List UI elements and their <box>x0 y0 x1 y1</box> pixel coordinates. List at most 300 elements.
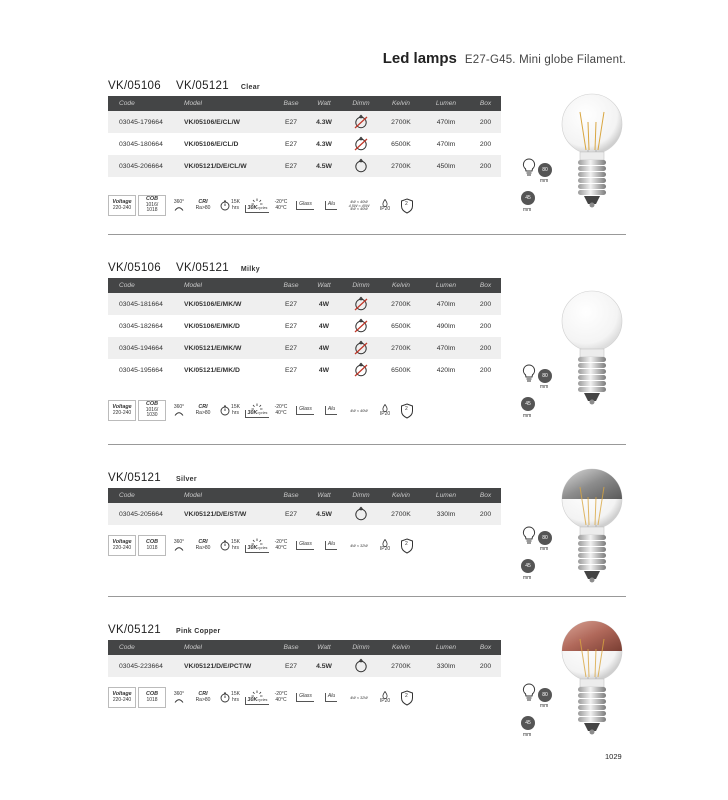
product-base: E27 <box>284 300 298 308</box>
equivalence-spec <box>344 535 374 556</box>
cob-value-1: 1016/ <box>145 407 159 414</box>
product-base: E27 <box>284 510 298 518</box>
product-model: VK/05121/E/MK/D <box>184 366 240 374</box>
variant-label: Silver <box>176 476 197 483</box>
cri-label: CRI <box>198 199 208 206</box>
beam-angle-value: 360° <box>173 539 185 546</box>
product-base: E27 <box>284 140 298 148</box>
column-header-base: Base <box>283 492 299 499</box>
switching-cycles-spec <box>244 195 270 216</box>
non-dimmable-icon <box>353 362 369 378</box>
lifetime-unit: hrs <box>232 204 239 211</box>
beam-angle-value: 360° <box>173 404 185 411</box>
beam-angle-icon <box>174 546 184 551</box>
product-base: E27 <box>284 366 298 374</box>
model-family-a: VK/05121 <box>108 472 161 484</box>
product-code: 03045-179664 <box>119 118 163 126</box>
stopwatch-icon <box>220 692 230 703</box>
cob-label: COB <box>146 196 158 203</box>
cri-value: Ra>80 <box>195 696 211 703</box>
dimensions-diagram <box>522 158 562 218</box>
width-dimension-unit: mm <box>540 703 549 709</box>
ip-rating-value: IP20 <box>379 410 391 417</box>
lifetime-value: 15K <box>231 539 240 546</box>
column-header-kelvin: Kelvin <box>392 644 410 651</box>
voltage-spec <box>108 195 136 216</box>
lamp-screw-base <box>578 687 606 722</box>
column-header-kelvin: Kelvin <box>392 282 410 289</box>
ip-rating-value: IP20 <box>379 545 391 552</box>
bulb-outline-icon <box>522 526 536 546</box>
equivalence-value: 4W ≈ 32W <box>350 543 368 548</box>
sunburst-icon <box>251 198 263 205</box>
product-dimm <box>342 362 380 378</box>
product-kelvin: 6500K <box>391 140 411 148</box>
cob-spec <box>138 535 166 556</box>
alu-spec <box>318 535 344 556</box>
product-code: 03045-223664 <box>119 662 163 670</box>
height-dimension-unit: mm <box>523 413 532 419</box>
column-header-kelvin: Kelvin <box>392 100 410 107</box>
product-watt: 4.5W <box>316 510 332 518</box>
table-row <box>108 293 501 315</box>
product-base: E27 <box>284 662 298 670</box>
temperature-max: 40°C <box>275 544 287 551</box>
table-row <box>108 155 501 177</box>
temperature-spec <box>270 400 292 421</box>
column-header-watt: Watt <box>317 644 331 651</box>
variant-label: Clear <box>240 84 260 91</box>
alu-label: Alu <box>325 406 337 414</box>
product-code: 03045-195664 <box>119 366 163 374</box>
temperature-spec <box>270 535 292 556</box>
glass-label: Glass <box>296 201 314 209</box>
lifetime-spec <box>216 687 244 708</box>
cri-label: CRI <box>198 539 208 546</box>
height-dimension-badge: 45 <box>521 191 535 205</box>
alu-label: Alu <box>325 693 337 701</box>
product-model: VK/05121/D/E/ST/W <box>184 510 247 518</box>
page-number: 1029 <box>605 752 622 761</box>
glass-spec <box>292 400 318 421</box>
column-header-dimm: Dimm <box>352 492 370 499</box>
temperature-spec <box>270 195 292 216</box>
product-dimm <box>342 318 380 334</box>
width-dimension-badge: 80 <box>538 369 552 383</box>
product-dimm <box>342 296 380 312</box>
bulb-outline-icon <box>522 158 536 178</box>
voltage-value: 220-240 <box>112 696 132 703</box>
ip-rating-spec <box>374 535 396 556</box>
equivalence-spec <box>344 687 374 708</box>
equivalence-value: 4W ≈ 40W <box>350 207 368 212</box>
lamp-neck <box>580 679 604 687</box>
beam-angle-icon <box>174 698 184 703</box>
cob-value-2: 1018 <box>146 207 158 214</box>
section-divider <box>108 596 626 597</box>
column-header-watt: Watt <box>317 492 331 499</box>
model-family-b: VK/05121 <box>176 80 229 92</box>
table-body <box>108 293 501 381</box>
lamp-mirror-cap <box>562 469 622 499</box>
product-box-qty: 200 <box>479 118 492 126</box>
alu-label: Alu <box>325 541 337 549</box>
column-header-box: Box <box>479 282 492 289</box>
height-dimension-unit: mm <box>523 732 532 738</box>
column-header-watt: Watt <box>317 282 331 289</box>
column-header-model: Model <box>184 282 202 289</box>
voltage-label: Voltage <box>112 691 132 698</box>
temperature-min: -20°C <box>274 691 288 698</box>
equivalence-value: 4,5W ≈ 40W <box>348 203 370 208</box>
section-divider <box>108 444 626 445</box>
product-watt: 4W <box>318 300 330 308</box>
product-base: E27 <box>284 118 298 126</box>
bulb-outline-icon <box>522 683 536 703</box>
column-header-lumen: Lumen <box>435 282 457 289</box>
product-watt: 4.5W <box>316 662 332 670</box>
product-section <box>108 472 626 596</box>
temperature-spec <box>270 687 292 708</box>
beam-angle-spec <box>168 535 190 556</box>
temperature-min: -20°C <box>274 404 288 411</box>
product-kelvin: 6500K <box>391 322 411 330</box>
lifetime-values <box>231 200 240 211</box>
dimensions-diagram <box>522 526 562 586</box>
switching-cycles-unit: cycles <box>257 545 268 550</box>
product-model: VK/05121/D/E/PCT/W <box>184 662 252 670</box>
warranty-value: 2 <box>405 406 408 412</box>
lamp-neck <box>580 349 604 357</box>
lamp-screw-base <box>578 160 606 195</box>
product-image-area <box>523 615 626 755</box>
column-header-box: Box <box>479 100 492 107</box>
product-watt: 4W <box>318 322 330 330</box>
cri-spec <box>190 687 216 708</box>
column-header-dimm: Dimm <box>352 282 370 289</box>
cri-spec <box>190 535 216 556</box>
equivalence-spec <box>344 195 374 216</box>
product-model: VK/05106/E/MK/W <box>184 300 242 308</box>
column-header-dimm: Dimm <box>352 100 370 107</box>
equivalence-value: 4W ≈ 32W <box>350 695 368 700</box>
cob-value-1: 1016/ <box>145 202 159 209</box>
non-dimmable-icon <box>353 340 369 356</box>
product-watt: 4.3W <box>316 140 332 148</box>
column-header-lumen: Lumen <box>435 100 457 107</box>
beam-angle-spec <box>168 687 190 708</box>
bulb-outline-icon <box>522 364 536 384</box>
table-header <box>108 488 501 503</box>
beam-angle-spec <box>168 400 190 421</box>
product-lumen: 470lm <box>436 344 456 352</box>
voltage-label: Voltage <box>112 539 132 546</box>
beam-angle-icon <box>174 411 184 416</box>
lifetime-unit: hrs <box>232 544 239 551</box>
warranty-value: 2 <box>405 693 408 699</box>
product-kelvin: 2700K <box>391 510 411 518</box>
temperature-max: 40°C <box>275 696 287 703</box>
product-box-qty: 200 <box>479 662 492 670</box>
lifetime-spec <box>216 195 244 216</box>
voltage-value: 220-240 <box>112 544 132 551</box>
switching-cycles-spec <box>244 535 270 556</box>
column-header-kelvin: Kelvin <box>392 492 410 499</box>
table-body <box>108 503 501 525</box>
product-box-qty: 200 <box>479 366 492 374</box>
alu-spec <box>318 195 344 216</box>
lamp-neck <box>580 152 604 160</box>
table-body <box>108 655 501 677</box>
temperature-max: 40°C <box>275 409 287 416</box>
cob-value-2: 1030 <box>146 412 158 419</box>
product-lumen: 330lm <box>436 662 456 670</box>
model-family-b: VK/05121 <box>176 262 229 274</box>
cri-value: Ra>80 <box>195 409 211 416</box>
beam-angle-value: 360° <box>173 691 185 698</box>
glass-spec <box>292 535 318 556</box>
width-dimension-unit: mm <box>540 178 549 184</box>
width-dimension-unit: mm <box>540 384 549 390</box>
product-dimm <box>342 658 380 674</box>
product-base: E27 <box>284 344 298 352</box>
non-dimmable-icon <box>353 114 369 130</box>
switching-cycles-unit: cycles <box>257 205 268 210</box>
non-dimmable-icon <box>353 136 369 152</box>
switching-cycles-value: 30K <box>247 204 258 211</box>
section-heading <box>108 262 626 276</box>
table-header <box>108 640 501 655</box>
cob-spec <box>138 400 166 421</box>
non-dimmable-icon <box>353 318 369 334</box>
lifetime-value: 15K <box>231 404 240 411</box>
table-row <box>108 655 501 677</box>
dimmable-icon <box>353 158 369 174</box>
height-dimension-unit: mm <box>523 575 532 581</box>
page-header <box>383 50 626 67</box>
lifetime-spec <box>216 400 244 421</box>
product-model: VK/05121/D/E/CL/W <box>184 162 247 170</box>
product-model: VK/05106/E/MK/D <box>184 322 240 330</box>
cob-spec <box>138 195 166 216</box>
table-row <box>108 359 501 381</box>
dimmable-icon <box>353 506 369 522</box>
product-kelvin: 2700K <box>391 662 411 670</box>
glass-spec <box>292 687 318 708</box>
product-watt: 4W <box>318 344 330 352</box>
product-dimm <box>342 340 380 356</box>
product-section <box>108 624 626 760</box>
product-kelvin: 2700K <box>391 300 411 308</box>
temperature-min: -20°C <box>274 199 288 206</box>
product-kelvin: 2700K <box>391 344 411 352</box>
product-code: 03045-194664 <box>119 344 163 352</box>
warranty-spec <box>396 400 418 421</box>
lamp-glass <box>562 291 622 351</box>
height-dimension-unit: mm <box>523 207 532 213</box>
dimensions-diagram <box>522 364 562 424</box>
voltage-spec <box>108 687 136 708</box>
width-dimension-badge: 80 <box>538 163 552 177</box>
lifetime-unit: hrs <box>232 696 239 703</box>
voltage-spec <box>108 400 136 421</box>
lifetime-values <box>231 692 240 703</box>
product-base: E27 <box>284 162 298 170</box>
column-header-base: Base <box>283 644 299 651</box>
product-dimm <box>342 114 380 130</box>
model-family-a: VK/05106 <box>108 80 161 92</box>
alu-spec <box>318 400 344 421</box>
table-row <box>108 133 501 155</box>
voltage-spec <box>108 535 136 556</box>
column-header-base: Base <box>283 100 299 107</box>
product-lumen: 470lm <box>436 300 456 308</box>
cob-label: COB <box>146 539 158 546</box>
table-row <box>108 337 501 359</box>
table-header <box>108 96 501 111</box>
lamp-glass <box>562 94 622 154</box>
cri-spec <box>190 400 216 421</box>
product-image-area <box>523 88 626 228</box>
lamp-neck <box>580 527 604 535</box>
cob-value-1: 1018 <box>146 696 158 703</box>
column-header-model: Model <box>184 100 202 107</box>
product-box-qty: 200 <box>479 140 492 148</box>
product-lumen: 470lm <box>436 140 456 148</box>
cob-spec <box>138 687 166 708</box>
column-header-code: Code <box>119 644 135 651</box>
product-code: 03045-181664 <box>119 300 163 308</box>
warranty-value: 2 <box>405 541 408 547</box>
product-box-qty: 200 <box>479 322 492 330</box>
product-watt: 4.5W <box>316 162 332 170</box>
lamp-photo <box>560 88 624 212</box>
lamp-screw-base <box>578 357 606 392</box>
alu-label: Alu <box>325 201 337 209</box>
product-kelvin: 2700K <box>391 162 411 170</box>
product-dimm <box>342 136 380 152</box>
product-code: 03045-180664 <box>119 140 163 148</box>
dimmable-icon <box>353 658 369 674</box>
beam-angle-spec <box>168 195 190 216</box>
product-box-qty: 200 <box>479 162 492 170</box>
column-header-model: Model <box>184 492 202 499</box>
switching-cycles-spec <box>244 687 270 708</box>
product-dimm <box>342 158 380 174</box>
glass-label: Glass <box>296 693 314 701</box>
cri-spec <box>190 195 216 216</box>
switching-cycles-value: 30K <box>247 696 258 703</box>
product-lumen: 420lm <box>436 366 456 374</box>
lifetime-values <box>231 540 240 551</box>
product-base: E27 <box>284 322 298 330</box>
column-header-dimm: Dimm <box>352 644 370 651</box>
warranty-spec <box>396 195 418 216</box>
beam-angle-value: 360° <box>173 199 185 206</box>
column-header-code: Code <box>119 282 135 289</box>
switching-cycles-value: 30K <box>247 544 258 551</box>
switching-cycles-box <box>245 697 270 706</box>
ip-rating-spec <box>374 400 396 421</box>
product-code: 03045-206664 <box>119 162 163 170</box>
cob-value-1: 1018 <box>146 544 158 551</box>
spec-icons-row <box>108 535 438 556</box>
width-dimension-badge: 80 <box>538 531 552 545</box>
page-subtitle: E27-G45. Mini globe Filament. <box>464 54 626 66</box>
stopwatch-icon <box>220 405 230 416</box>
switching-cycles-unit: cycles <box>257 697 268 702</box>
switching-cycles-box <box>245 205 270 214</box>
switching-cycles-value: 30K <box>247 409 258 416</box>
product-watt: 4.3W <box>316 118 332 126</box>
product-model: VK/05106/E/CL/D <box>184 140 239 148</box>
product-table <box>108 640 501 677</box>
lamp-screw-base <box>578 535 606 570</box>
column-header-code: Code <box>119 100 135 107</box>
model-family-a: VK/05121 <box>108 624 161 636</box>
cri-value: Ra>80 <box>195 204 211 211</box>
temperature-min: -20°C <box>274 539 288 546</box>
column-header-lumen: Lumen <box>435 644 457 651</box>
glass-spec <box>292 195 318 216</box>
product-table <box>108 488 501 525</box>
column-header-watt: Watt <box>317 100 331 107</box>
cob-label: COB <box>146 401 158 408</box>
model-family-a: VK/05106 <box>108 262 161 274</box>
cri-value: Ra>80 <box>195 544 211 551</box>
ip-rating-value: IP20 <box>379 697 391 704</box>
product-box-qty: 200 <box>479 510 492 518</box>
width-dimension-unit: mm <box>540 546 549 552</box>
sunburst-icon <box>251 690 263 697</box>
warranty-value: 2 <box>405 201 408 207</box>
column-header-base: Base <box>283 282 299 289</box>
product-watt: 4W <box>318 366 330 374</box>
product-box-qty: 200 <box>479 300 492 308</box>
dimensions-diagram <box>522 683 562 743</box>
lifetime-value: 15K <box>231 199 240 206</box>
column-header-lumen: Lumen <box>435 492 457 499</box>
section-divider <box>108 234 626 235</box>
alu-spec <box>318 687 344 708</box>
temperature-max: 40°C <box>275 204 287 211</box>
page-title: Led lamps <box>382 50 457 67</box>
sunburst-icon <box>251 538 263 545</box>
spec-icons-row <box>108 400 438 421</box>
product-lumen: 330lm <box>436 510 456 518</box>
lamp-photo <box>560 285 624 409</box>
cob-label: COB <box>146 691 158 698</box>
warranty-spec <box>396 535 418 556</box>
table-header <box>108 278 501 293</box>
voltage-value: 220-240 <box>112 204 132 211</box>
ip-rating-value: IP20 <box>379 205 391 212</box>
product-kelvin: 2700K <box>391 118 411 126</box>
warranty-spec <box>396 687 418 708</box>
product-model: VK/05121/E/MK/W <box>184 344 242 352</box>
switching-cycles-box <box>245 545 270 554</box>
sunburst-icon <box>251 403 263 410</box>
product-table <box>108 96 501 177</box>
glass-label: Glass <box>296 406 314 414</box>
stopwatch-icon <box>220 200 230 211</box>
glass-label: Glass <box>296 541 314 549</box>
product-box-qty: 200 <box>479 344 492 352</box>
switching-cycles-spec <box>244 400 270 421</box>
voltage-label: Voltage <box>112 199 132 206</box>
equivalence-spec <box>344 400 374 421</box>
height-dimension-badge: 45 <box>521 716 535 730</box>
